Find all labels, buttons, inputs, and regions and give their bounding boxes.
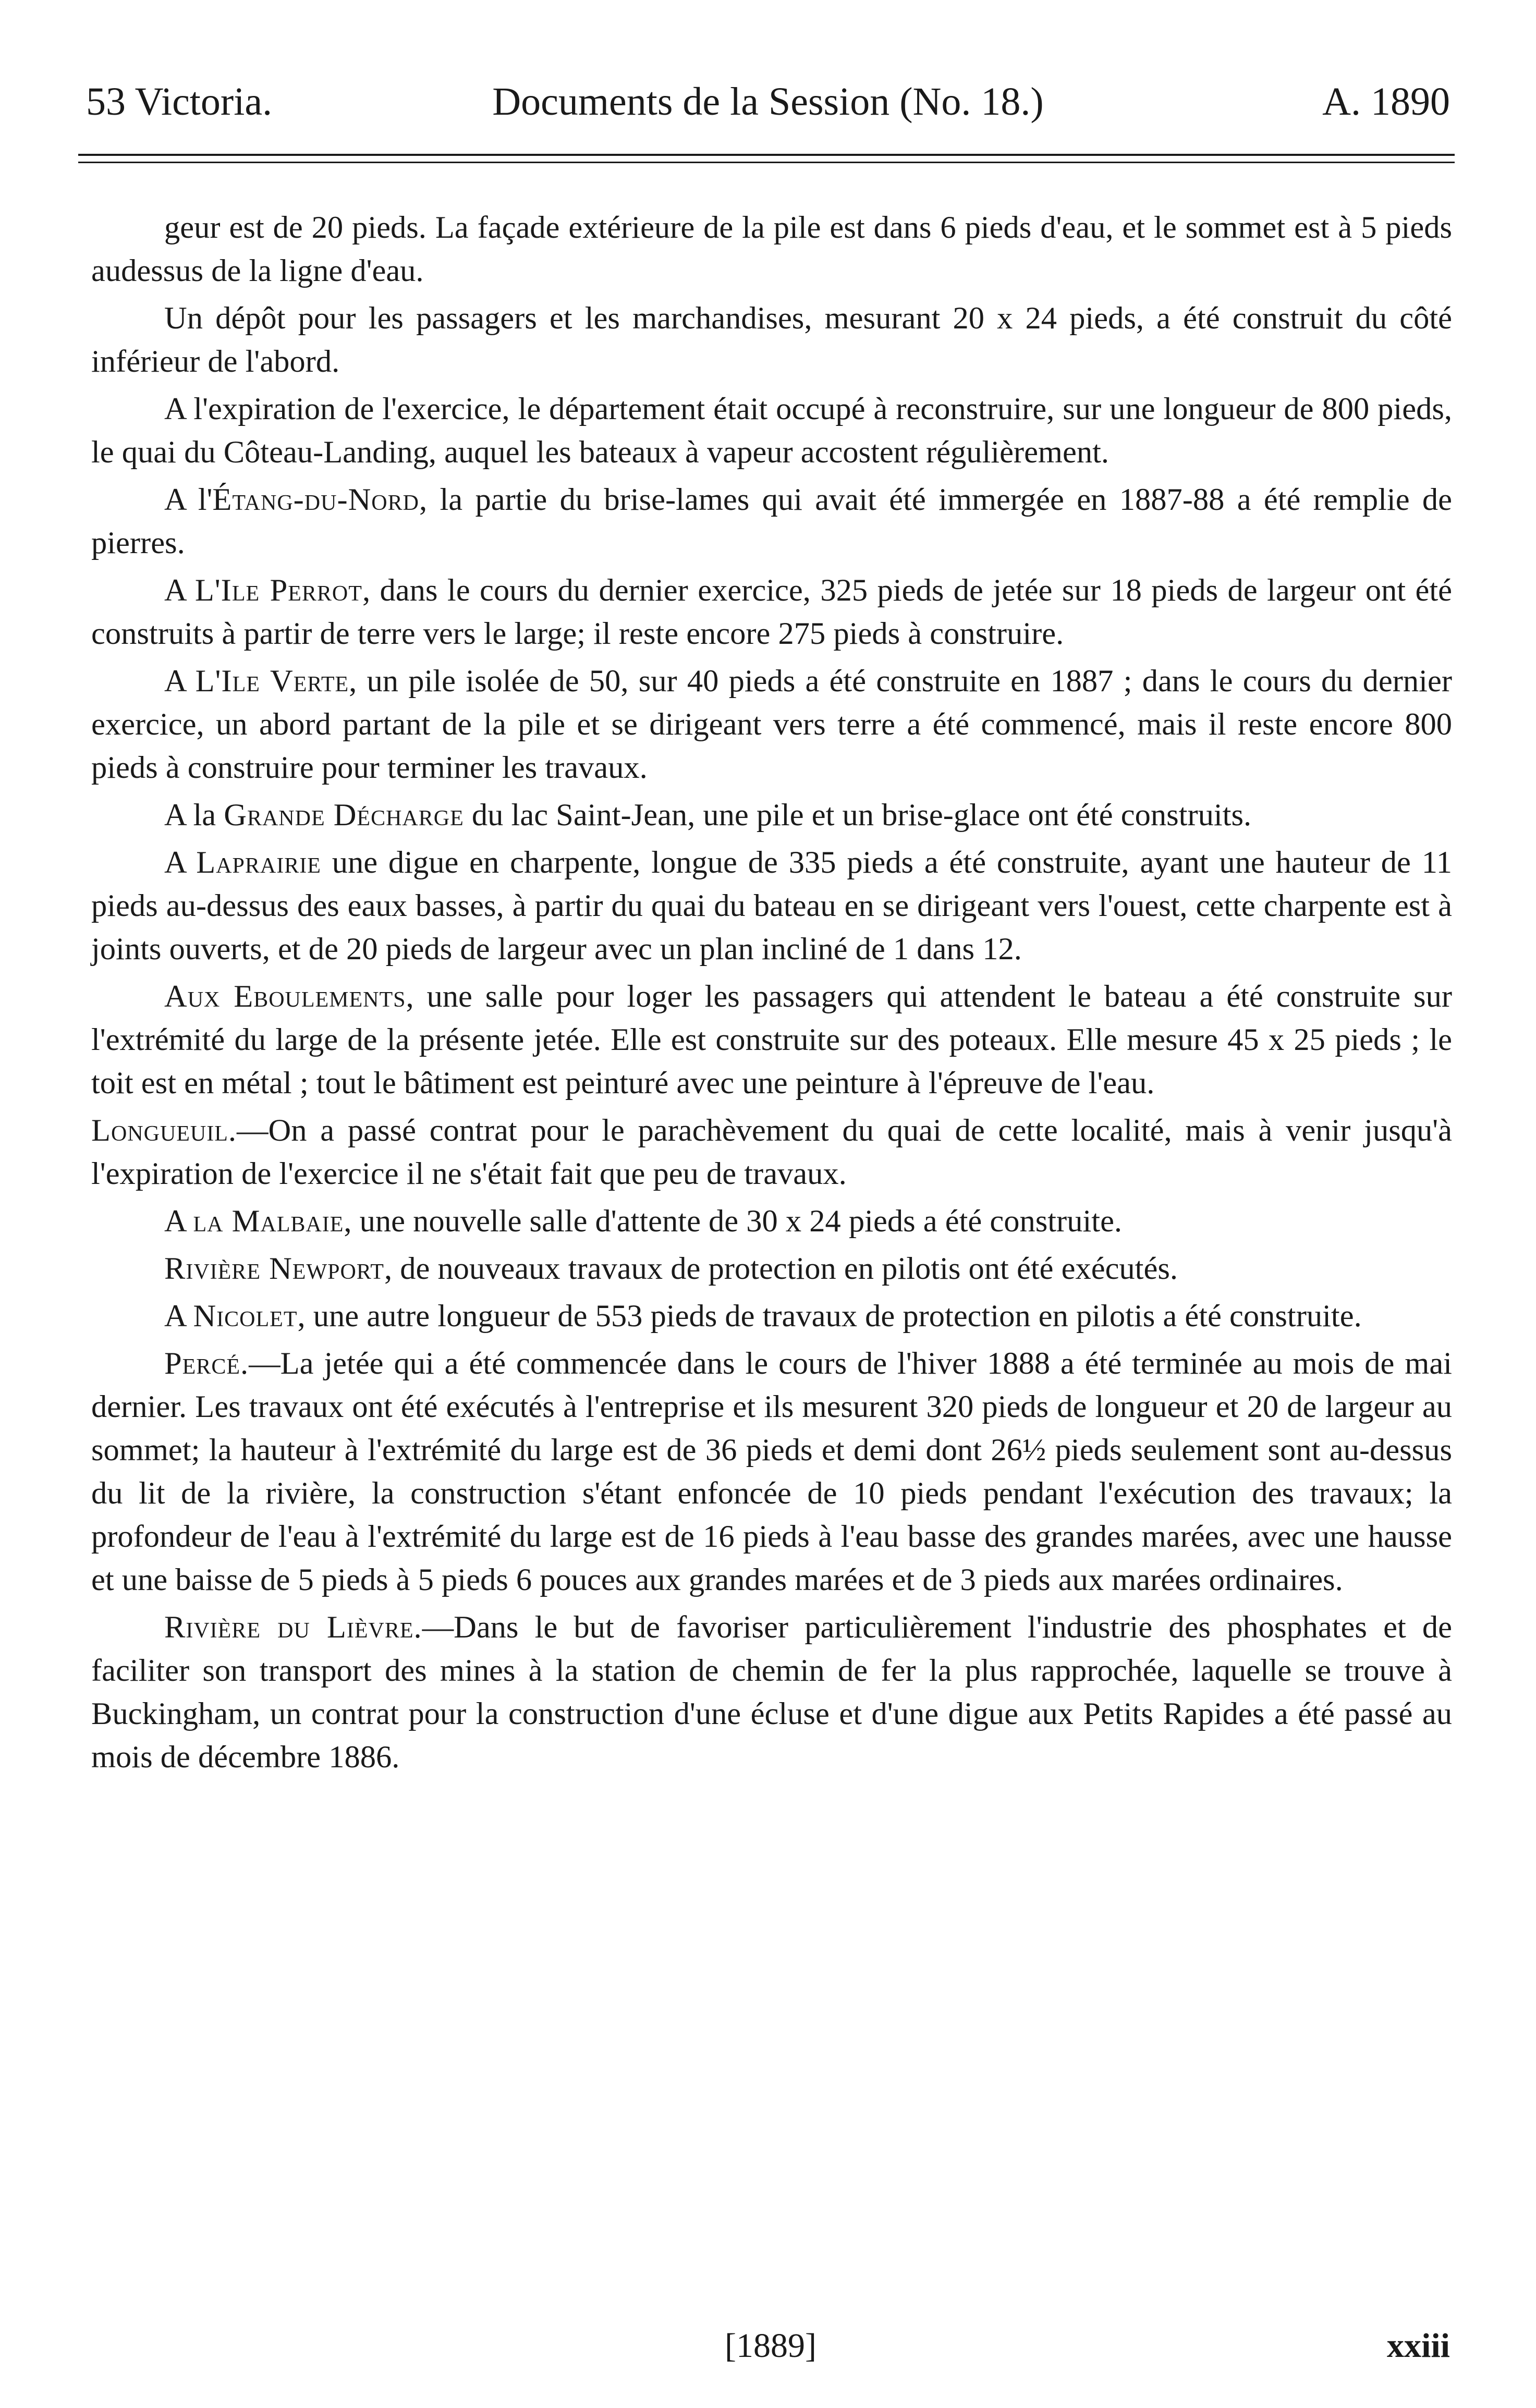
paragraph-lead: A la — [164, 798, 224, 833]
paragraph — [91, 975, 1452, 1105]
header-series-year: A. 1890 — [1322, 80, 1450, 124]
paragraph-text: geur est de 20 pieds. La façade extérieure de la pile est dans 6 pieds d'eau, et le sommet est à 5 pieds audessus de la ligne d'eau. — [91, 210, 1452, 288]
paragraph-text: —Dans le but de favoriser particulièrement l'industrie des phosphates et de faciliter son transport des mines à la station de chemin de fer la plus rapprochée, laquelle se trouve à Buckingham, un contrat pour la construction d'une écluse et d'une digue aux Petits Rapides a été passé au mois de décembre 1886. — [91, 1610, 1452, 1775]
paragraph — [91, 569, 1452, 655]
paragraph-text: , de nouveaux travaux de protection en pilotis ont été exécutés. — [384, 1251, 1178, 1286]
paragraph — [91, 1109, 1452, 1195]
paragraph-text: , une salle pour loger les passagers qui attendent le bateau a été construite sur l'extrémité du large de la présente jetée. Elle est construite sur des poteaux. Elle mesure 45 x 25 pieds ; le toit est en métal ; tout le bâtiment est peinturé avec une peinture à l'épreuve de l'eau. — [91, 979, 1452, 1101]
paragraph-text: Un dépôt pour les passagers et les marchandises, mesurant 20 x 24 pieds, a été construit du côté inférieur de l'abord. — [91, 301, 1452, 379]
place-name: L'Ile Verte — [195, 664, 349, 699]
place-name: Rivière Newport — [164, 1251, 384, 1286]
page-number: xxiii — [1386, 2327, 1450, 2365]
paragraph-text: une digue en charpente, longue de 335 pieds a été construite, ayant une hauteur de 11 pieds au-dessus des eaux basses, à partir du quai du bateau en se dirigeant vers l'ouest, cette charpente est à joints ouverts, et de 20 pieds de largeur avec un plan incliné de 1 dans 12. — [91, 845, 1453, 967]
place-name: la Malbaie — [193, 1204, 344, 1239]
paragraph-text: du lac Saint-Jean, une pile et un brise-glace ont été construits. — [464, 798, 1252, 833]
header-rule-thick — [78, 154, 1455, 156]
paragraph-text: , dans le cours du dernier exercice, 325 pieds de jetée sur 18 pieds de largeur ont été construits à partir de terre vers le large; il reste encore 275 pieds à construire. — [91, 573, 1453, 651]
place-name: Nicolet — [193, 1299, 298, 1334]
paragraph — [91, 1342, 1452, 1602]
paragraph-text: —La jetée qui a été commencée dans le cours de l'hiver 1888 a été terminée au mois de mai dernier. Les travaux ont été exécutés à l'entreprise et ils mesurent 320 pieds de longueur et 20 de largeur au sommet; la hauteur à l'extrémité du large est de 36 pieds et demi dont 26½ pieds seulement sont au-dessus du lit de la rivière, la construction s'étant enfoncée de 10 pieds pendant l'exécution des travaux; la profondeur de l'eau à l'extrémité du large est de 16 pieds à l'eau basse des grandes marées, avec une hausse et une baisse de 5 pieds à 5 pieds 6 pouces aux grandes marées et de 3 pieds aux marées ordinaires. — [91, 1346, 1452, 1597]
header-session-year: 53 Victoria. — [86, 80, 273, 124]
footer-year: [1889] — [725, 2327, 816, 2365]
paragraph-text: , la partie du brise-lames qui avait été immergée en 1887-88 a été remplie de pierres. — [91, 482, 1453, 560]
paragraph — [91, 659, 1452, 789]
paragraph — [91, 478, 1452, 565]
place-name: Grande Décharge — [224, 798, 464, 833]
place-name: L'Ile Perrot — [194, 573, 362, 608]
place-name: Étang-du-Nord — [212, 482, 419, 517]
place-name: Laprairie — [196, 845, 321, 880]
paragraph — [91, 793, 1452, 837]
paragraph-text: —On a passé contrat pour le parachèvement du quai de cette localité, mais à venir jusqu'à l'expiration de l'exercice il ne s'était fait que peu de travaux. — [91, 1113, 1452, 1191]
paragraph — [91, 1606, 1452, 1779]
paragraph-lead: A — [164, 664, 196, 699]
paragraph — [91, 1200, 1452, 1243]
paragraph — [91, 387, 1452, 474]
paragraph-lead: A — [164, 573, 195, 608]
paragraph — [91, 841, 1452, 971]
paragraph — [91, 1247, 1452, 1290]
page-footer — [91, 2323, 1450, 2369]
paragraph — [91, 297, 1452, 383]
header-rule-thin — [78, 162, 1455, 163]
page-header — [86, 73, 1450, 130]
paragraph-lead: A — [164, 1204, 193, 1239]
paragraph-lead: A — [164, 845, 197, 880]
place-name: Aux Eboulements — [164, 979, 406, 1014]
header-document-title: Documents de la Session (No. 18.) — [492, 80, 1044, 124]
place-name: Longueuil. — [91, 1113, 237, 1148]
place-name: Rivière du Lièvre. — [164, 1610, 422, 1645]
place-name: Percé. — [164, 1346, 249, 1381]
paragraph-text: , une autre longueur de 553 pieds de travaux de protection en pilotis a été construite. — [297, 1299, 1362, 1334]
paragraph-text: A l'expiration de l'exercice, le département était occupé à reconstruire, sur une longueur de 800 pieds, le quai du Côteau-Landing, auquel les bateaux à vapeur accostent régulièrement. — [91, 392, 1452, 470]
paragraph-text: , un pile isolée de 50, sur 40 pieds a été construite en 1887 ; dans le cours du dernier exercice, un abord partant de la pile et se dirigeant vers terre a été commencé, mais il reste encore 800 pieds à construire pour terminer les travaux. — [91, 664, 1452, 785]
paragraph-lead: A l' — [164, 482, 213, 517]
paragraph — [91, 1294, 1452, 1338]
paragraph-lead: A — [164, 1299, 193, 1334]
paragraph-text: , une nouvelle salle d'attente de 30 x 24 pieds a été construite. — [344, 1204, 1123, 1239]
paragraph — [91, 206, 1452, 292]
document-body — [91, 206, 1452, 1783]
